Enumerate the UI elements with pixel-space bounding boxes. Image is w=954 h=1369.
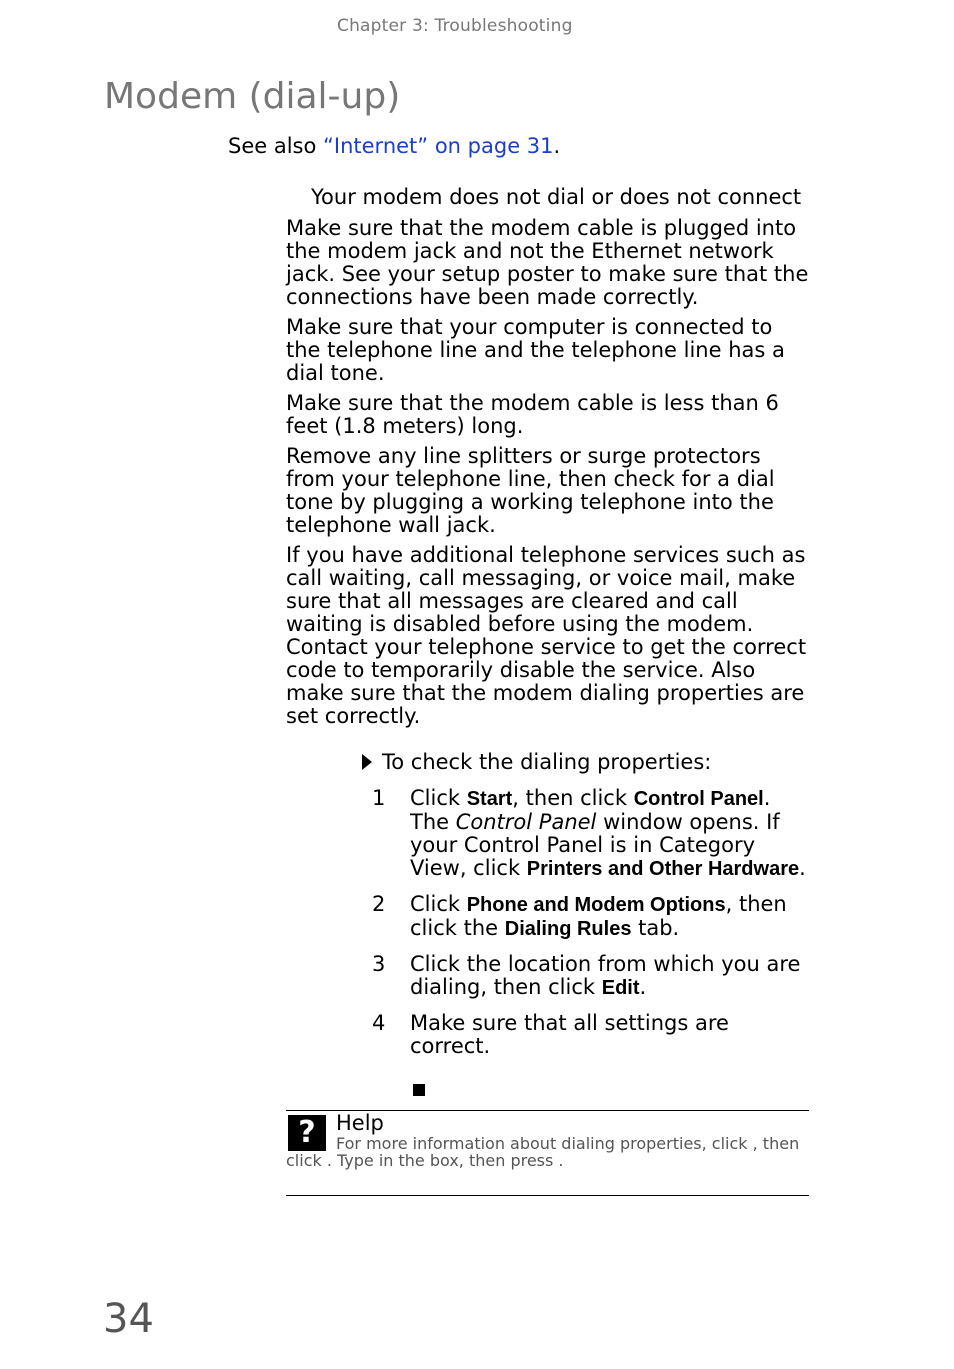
step-text-run: tab. [631,916,680,940]
step-text: Make sure that all settings are correct. [410,1011,729,1058]
running-header: Chapter 3: Troubleshooting [337,16,573,36]
procedure-steps [372,787,812,1070]
step-text-run: . The [410,786,771,834]
ui-dialing-rules: Dialing Rules [504,918,632,940]
step-text-run: window opens. If your Control Panel is in Category View, click [410,810,780,880]
paragraph-cable-length: Make sure that the modem cable is less than 6 feet (1.8 meters) long. [286,391,779,438]
step-1 [372,787,812,881]
ui-phone-modem-options: Phone and Modem Options [466,894,726,916]
see-also-prefix: See also [228,134,324,158]
step-text-run: Click [410,786,467,810]
procedure-heading-text: To check the dialing properties: [382,750,712,774]
step-number: 4 [372,1011,386,1035]
paragraph-splitters: Remove any line splitters or surge protectors from your telephone line, then check for a dial tone by plugging a working telephone into the telephone wall jack. [286,444,775,537]
end-of-procedure-icon [413,1084,425,1096]
see-also-suffix: . [553,134,561,158]
step-text-run: Click the location from which you are dialing, then click [410,952,801,999]
help-box [286,1110,809,1196]
troubleshooting-body [286,217,811,735]
help-text: For more information about dialing properties, click , then click . Type in the box, then press . [286,1134,800,1170]
step-text-run: . [799,856,806,880]
step-number: 2 [372,892,386,916]
ui-printers-hardware: Printers and Other Hardware [526,858,800,880]
ui-control-panel: Control Panel [633,788,764,810]
step-2 [372,893,812,941]
step-text-run: , then click [512,786,634,810]
paragraph-telephone-services: If you have additional telephone services such as call waiting, call messaging, or voice mail, make sure that all messages are cleared and call waiting is disabled before using the modem. Contact your telephone service to get the correct code to temporarily disable the service. Also make sure that the modem dialing properties are set correctly. [286,543,807,728]
step-text-run: . [639,975,647,999]
help-title: Help [336,1111,384,1135]
help-question-icon: ? [288,1115,326,1151]
step-number: 3 [372,952,386,976]
paragraph-cable: Make sure that the modem cable is plugged into the modem jack and not the Ethernet network jack. See your setup poster to make sure that the connections have been made correctly. [286,216,809,309]
page-number: 34 [103,1296,154,1342]
step-text [410,953,812,1000]
step-text [410,893,812,941]
step-3 [372,953,812,1000]
step-text [410,787,812,881]
step-number: 1 [372,786,386,810]
ui-control-panel-window: Control Panel [455,810,597,834]
procedure-heading [362,750,711,774]
internet-page-link[interactable]: “Internet” on page 31 [323,134,554,158]
page-title: Modem (dial-up) [104,76,401,117]
topic-heading: Your modem does not dial or does not connect [311,185,802,209]
step-text-run: , then click the [410,892,787,940]
ui-edit: Edit [601,977,640,999]
ui-start: Start [466,788,513,810]
step-4 [372,1012,812,1058]
procedure-arrow-icon [362,754,372,770]
see-also [228,134,560,158]
paragraph-telephone-line: Make sure that your computer is connected to the telephone line and the telephone line has a dial tone. [286,315,785,385]
step-text-run: Click [410,892,467,916]
